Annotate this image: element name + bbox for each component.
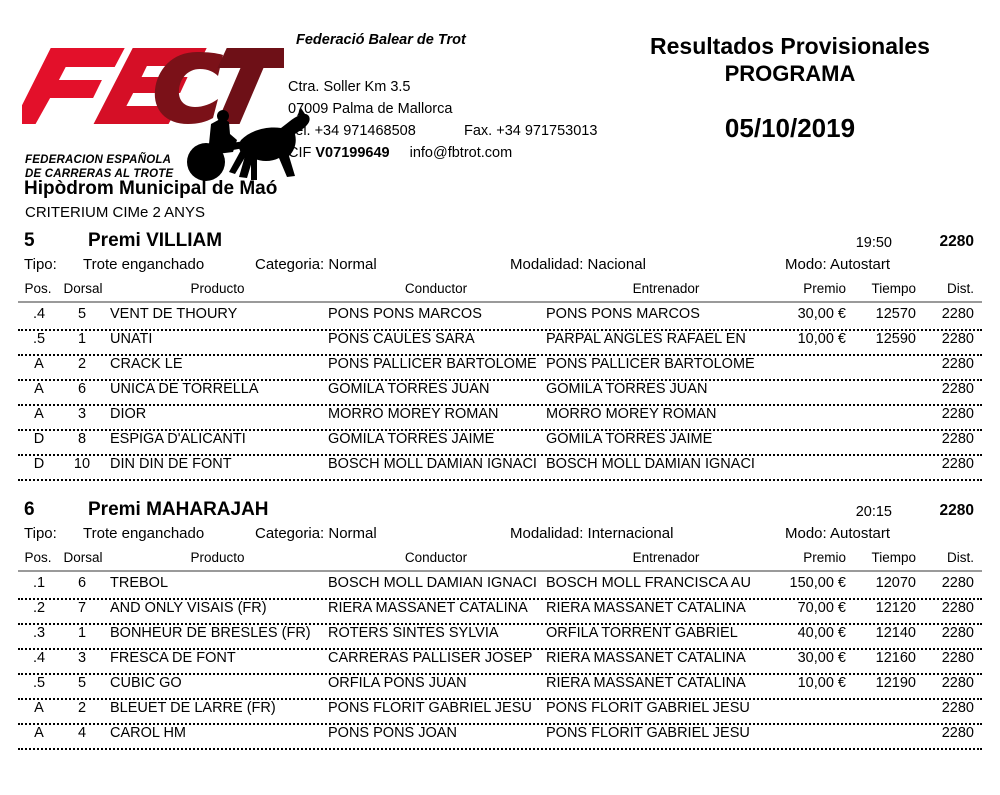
cell-dorsal: 5 [77, 675, 87, 691]
table-row [0, 575, 1000, 600]
cell-pos: .5 [32, 331, 46, 347]
cell-entrenador: PARPAL ANGLES RAFAEL EN [546, 331, 746, 347]
cell-conductor: GOMILA TORRES JAIME [328, 431, 495, 447]
contact-address-line1: Ctra. Soller Km 3.5 [288, 79, 411, 95]
race-categoria: Categoria: Normal [255, 256, 377, 273]
col-header-premio: Premio [803, 550, 846, 565]
cell-conductor: MORRO MOREY ROMAN [328, 406, 499, 422]
cell-pos: A [34, 381, 44, 397]
race-time: 19:50 [855, 235, 892, 251]
cell-dist: 2280 [941, 456, 974, 472]
federation-name: Federació Balear de Trot [296, 32, 466, 48]
cell-tiempo: 12070 [875, 575, 916, 591]
cell-entrenador: PONS PONS MARCOS [546, 306, 700, 322]
document-date: 05/10/2019 [724, 113, 856, 143]
contact-cif-label: CIF [288, 145, 312, 161]
cell-premio: 10,00 € [797, 331, 846, 347]
race-section [0, 228, 1000, 481]
cell-premio: 40,00 € [797, 625, 846, 641]
col-header-producto: Producto [190, 550, 245, 565]
race-tipo-label: Tipo: [24, 256, 57, 273]
col-header-conductor: Conductor [404, 550, 468, 565]
logo-tagline-line1: FEDERACION ESPAÑOLA [25, 154, 172, 166]
cell-entrenador: ORFILA TORRENT GABRIEL [546, 625, 738, 641]
table-row [0, 431, 1000, 456]
cell-pos: .1 [32, 575, 46, 591]
cell-tiempo: 12140 [875, 625, 916, 641]
cell-pos: .3 [32, 625, 46, 641]
contact-cif-line [288, 142, 512, 164]
cell-conductor: PONS CAULES SARA [328, 331, 475, 347]
col-header-tiempo: Tiempo [871, 550, 916, 565]
col-header-dist: Dist. [947, 550, 974, 565]
cell-dist: 2280 [941, 306, 974, 322]
cell-dist: 2280 [941, 700, 974, 716]
document-header [0, 0, 1000, 180]
col-header-dorsal: Dorsal [63, 550, 103, 565]
cell-dist: 2280 [941, 725, 974, 741]
race-section [0, 497, 1000, 750]
cell-dist: 2280 [941, 675, 974, 691]
cell-dorsal: 2 [77, 700, 87, 716]
document-title: Resultados Provisionales [650, 33, 930, 59]
col-header-entrenador: Entrenador [632, 281, 700, 296]
document-subtitle: PROGRAMA [724, 61, 856, 86]
contact-tel: Tel. +34 971468508 [288, 123, 416, 139]
table-header-row [0, 281, 1000, 300]
cell-conductor: PONS PALLICER BARTOLOME [328, 356, 537, 372]
cell-dist: 2280 [941, 406, 974, 422]
table-row [0, 700, 1000, 725]
cell-conductor: BOSCH MOLL DAMIAN IGNACI [328, 575, 537, 591]
cell-entrenador: GOMILA TORRES JAIME [546, 431, 713, 447]
cell-producto: AND ONLY VISAIS (FR) [110, 600, 267, 616]
race-name: Premi MAHARAJAH [88, 499, 269, 520]
table-header-row [0, 550, 1000, 569]
cell-producto: UNICA DE TORRELLA [110, 381, 259, 397]
cell-conductor: ROTERS SINTES SYLVIA [328, 625, 499, 641]
contact-email: info@fbtrot.com [409, 145, 513, 161]
cell-dist: 2280 [941, 431, 974, 447]
table-row [0, 331, 1000, 356]
cell-dorsal: 2 [77, 356, 87, 372]
table-row [0, 725, 1000, 750]
cell-pos: D [33, 456, 45, 472]
cell-dorsal: 1 [77, 331, 87, 347]
cell-premio: 150,00 € [789, 575, 846, 591]
cell-conductor: CARRERAS PALLISER JOSEP [328, 650, 533, 666]
col-header-dorsal: Dorsal [63, 281, 103, 296]
cell-entrenador: PONS PALLICER BARTOLOME [546, 356, 755, 372]
venue-name: Hipòdrom Municipal de Maó [24, 178, 278, 199]
cell-conductor: PONS FLORIT GABRIEL JESU [328, 700, 532, 716]
race-modo: Modo: Autostart [785, 525, 891, 542]
cell-producto: BLEUET DE LARRE (FR) [110, 700, 276, 716]
race-tipo-label: Tipo: [24, 525, 57, 542]
cell-pos: A [34, 356, 44, 372]
race-tipo-value: Trote enganchado [83, 256, 205, 273]
cell-entrenador: MORRO MOREY ROMAN [546, 406, 717, 422]
cell-pos: A [34, 725, 44, 741]
contact-info [288, 76, 598, 164]
cell-pos: .4 [32, 306, 46, 322]
cell-dorsal: 6 [77, 381, 87, 397]
cell-tiempo: 12160 [875, 650, 916, 666]
cell-dorsal: 3 [77, 650, 87, 666]
cell-conductor: PONS PONS MARCOS [328, 306, 482, 322]
cell-premio: 70,00 € [797, 600, 846, 616]
col-header-pos: Pos. [24, 550, 52, 565]
cell-dist: 2280 [941, 356, 974, 372]
race-modo: Modo: Autostart [785, 256, 891, 273]
table-row [0, 306, 1000, 331]
results-table [0, 550, 1000, 750]
cell-dist: 2280 [941, 381, 974, 397]
race-meta [0, 525, 1000, 550]
table-row [0, 456, 1000, 481]
cell-entrenador: PONS FLORIT GABRIEL JESU [546, 700, 750, 716]
cell-conductor: ORFILA PONS JUAN [328, 675, 467, 691]
cell-entrenador: BOSCH MOLL DAMIAN IGNACI [546, 456, 755, 472]
race-time: 20:15 [855, 504, 892, 520]
cell-tiempo: 12120 [875, 600, 916, 616]
race-separator [0, 481, 1000, 497]
cell-entrenador: RIERA MASSANET CATALINA [546, 600, 746, 616]
cell-producto: ESPIGA D'ALICANTI [110, 431, 246, 447]
cell-entrenador: PONS FLORIT GABRIEL JESU [546, 725, 750, 741]
logo-tagline [25, 154, 173, 181]
cell-dorsal: 6 [77, 575, 87, 591]
cell-conductor: RIERA MASSANET CATALINA [328, 600, 528, 616]
race-number: 6 [24, 499, 35, 520]
title-block [600, 32, 980, 144]
cell-producto: CUBIC GO [110, 675, 182, 691]
table-row [0, 600, 1000, 625]
cell-tiempo: 12590 [875, 331, 916, 347]
cell-pos: A [34, 406, 44, 422]
cell-premio: 30,00 € [797, 650, 846, 666]
results-table [0, 281, 1000, 481]
venue-event: CRITERIUM CIMe 2 ANYS [25, 204, 206, 221]
col-header-dist: Dist. [947, 281, 974, 296]
table-row [0, 356, 1000, 381]
cell-pos: A [34, 700, 44, 716]
logo-tagline-line2: DE CARRERAS AL TROTE [25, 167, 174, 180]
race-tipo-value: Trote enganchado [83, 525, 205, 542]
cell-entrenador: RIERA MASSANET CATALINA [546, 675, 746, 691]
cell-entrenador: RIERA MASSANET CATALINA [546, 650, 746, 666]
cell-dorsal: 5 [77, 306, 87, 322]
contact-address-line2: 07009 Palma de Mallorca [288, 101, 453, 117]
table-row [0, 406, 1000, 431]
contact-phone-line [288, 120, 598, 142]
col-header-entrenador: Entrenador [632, 550, 700, 565]
cell-producto: TREBOL [110, 575, 169, 591]
cell-dorsal: 1 [77, 625, 87, 641]
col-header-producto: Producto [190, 281, 245, 296]
fect-logo [22, 42, 284, 180]
cell-dist: 2280 [941, 600, 974, 616]
contact-cif-value: V07199649 [315, 145, 390, 161]
table-row [0, 650, 1000, 675]
cell-dorsal: 7 [77, 600, 87, 616]
cell-dorsal: 3 [77, 406, 87, 422]
cell-entrenador: GOMILA TORRES JUAN [546, 381, 708, 397]
cell-tiempo: 12190 [875, 675, 916, 691]
cell-dist: 2280 [941, 625, 974, 641]
race-meta [0, 256, 1000, 281]
contact-fax: Fax. +34 971753013 [464, 123, 598, 139]
cell-conductor: GOMILA TORRES JUAN [328, 381, 490, 397]
cell-pos: D [33, 431, 45, 447]
cell-producto: BONHEUR DE BRESLES (FR) [110, 625, 311, 641]
races-container [0, 228, 1000, 750]
cell-conductor: PONS PONS JOAN [328, 725, 457, 741]
cell-entrenador: BOSCH MOLL FRANCISCA AU [546, 575, 751, 591]
table-row [0, 675, 1000, 700]
cell-dist: 2280 [941, 650, 974, 666]
cell-dist: 2280 [941, 575, 974, 591]
col-header-pos: Pos. [24, 281, 52, 296]
cell-premio: 30,00 € [797, 306, 846, 322]
cell-pos: .4 [32, 650, 46, 666]
table-row [0, 381, 1000, 406]
race-modalidad: Modalidad: Internacional [510, 525, 674, 542]
cell-producto: UNATI [110, 331, 153, 347]
race-categoria: Categoria: Normal [255, 525, 377, 542]
race-number: 5 [24, 230, 35, 251]
cell-dorsal: 4 [77, 725, 87, 741]
cell-dorsal: 8 [77, 431, 87, 447]
cell-conductor: BOSCH MOLL DAMIAN IGNACI [328, 456, 537, 472]
cell-producto: DIOR [110, 406, 147, 422]
cell-dorsal: 10 [73, 456, 91, 472]
cell-tiempo: 12570 [875, 306, 916, 322]
race-name: Premi VILLIAM [88, 230, 223, 251]
race-modalidad: Modalidad: Nacional [510, 256, 646, 273]
cell-producto: DIN DIN DE FONT [110, 456, 232, 472]
cell-premio: 10,00 € [797, 675, 846, 691]
col-header-premio: Premio [803, 281, 846, 296]
cell-dist: 2280 [941, 331, 974, 347]
race-distance: 2280 [939, 502, 974, 519]
race-title-bar [0, 228, 1000, 256]
col-header-conductor: Conductor [404, 281, 468, 296]
cell-producto: CRACK LE [110, 356, 183, 372]
cell-producto: FRESCA DE FONT [110, 650, 236, 666]
cell-pos: .5 [32, 675, 46, 691]
cell-producto: CAROL HM [110, 725, 186, 741]
cell-pos: .2 [32, 600, 46, 616]
cell-producto: VENT DE THOURY [110, 306, 238, 322]
race-distance: 2280 [939, 233, 974, 250]
table-row [0, 625, 1000, 650]
col-header-tiempo: Tiempo [871, 281, 916, 296]
race-title-bar [0, 497, 1000, 525]
